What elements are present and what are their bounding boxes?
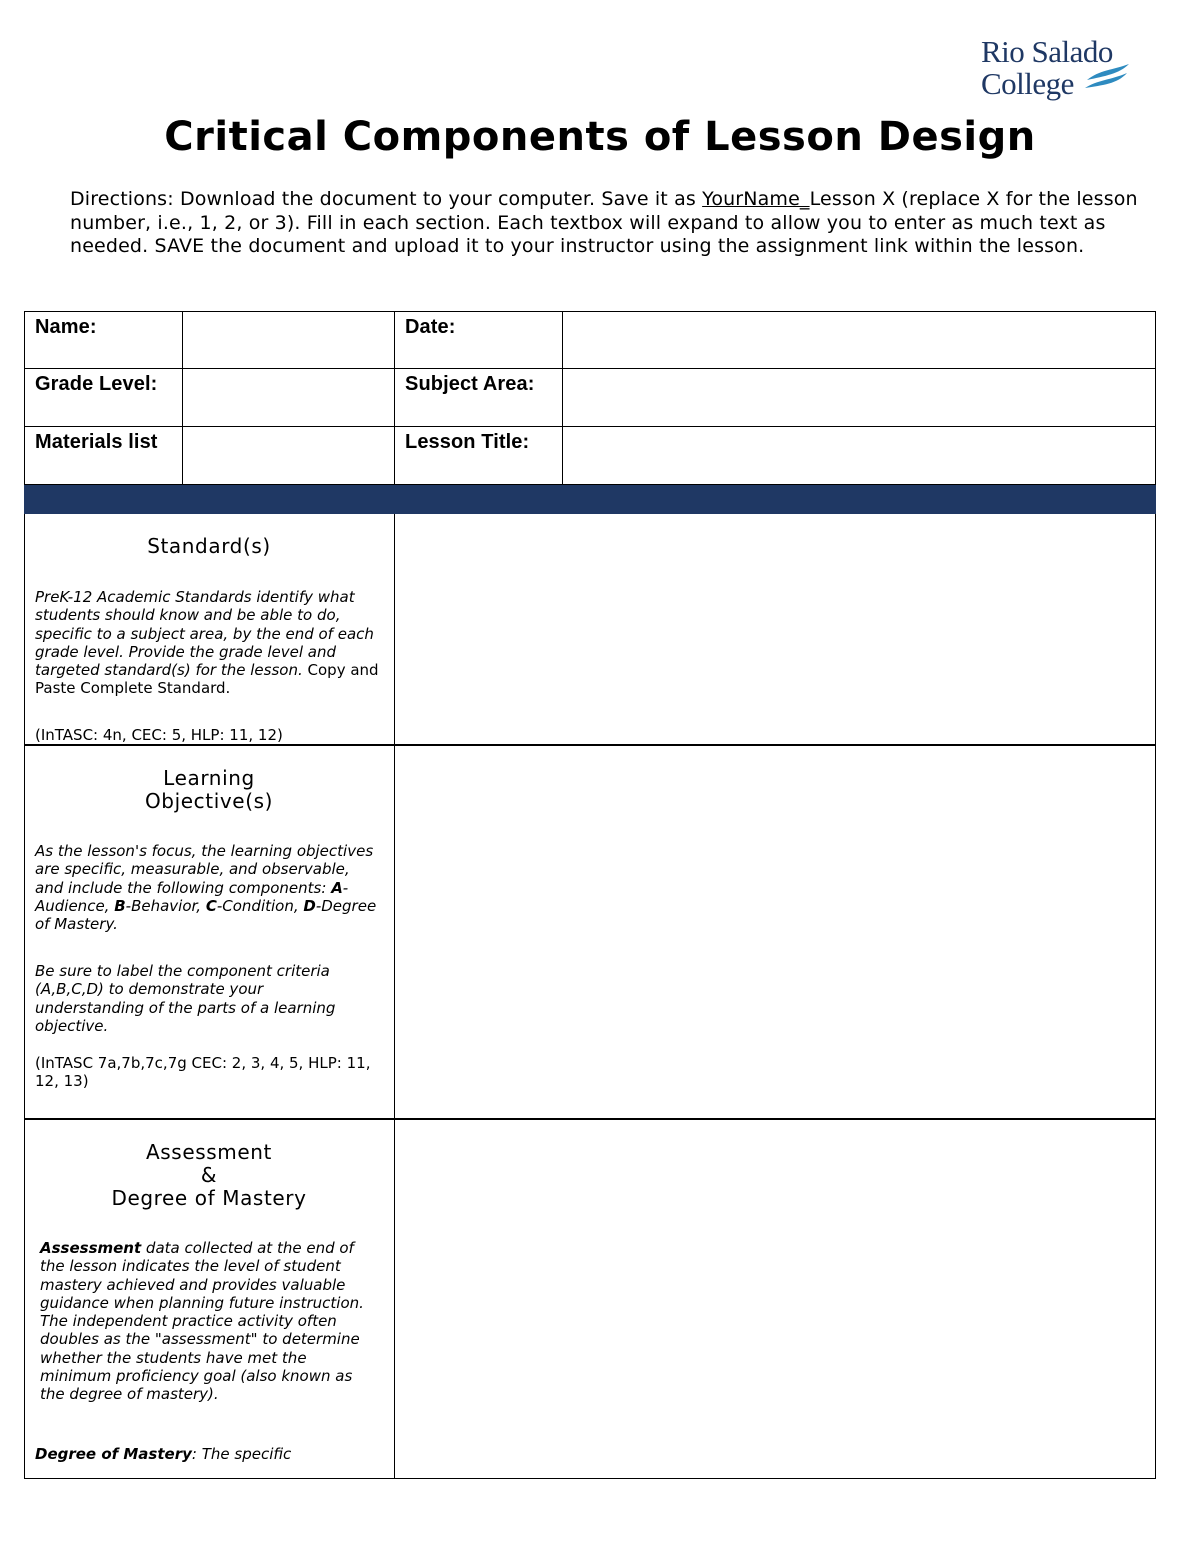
component-b: B bbox=[114, 896, 126, 915]
directions-filename: YourName_ bbox=[702, 188, 810, 210]
standards-response-field[interactable] bbox=[395, 514, 1155, 744]
name-label: Name: bbox=[35, 316, 97, 338]
subject-area-label: Subject Area: bbox=[405, 373, 535, 395]
standards-instruction: Copy and Paste Complete Standard. bbox=[35, 661, 379, 698]
objectives-label-note: Be sure to label the component criteria (A,B,C,D) to demonstrate your understanding of the parts of a learning objective. bbox=[35, 962, 336, 1035]
logo-line2: College bbox=[981, 66, 1074, 101]
mastery-description bbox=[35, 1445, 380, 1463]
standards-codes: (InTASC: 4n, CEC: 5, HLP: 11, 12) bbox=[35, 726, 283, 744]
grade-level-label: Grade Level: bbox=[35, 373, 158, 395]
name-field[interactable] bbox=[183, 312, 394, 368]
objectives-heading-line1: Learning bbox=[163, 766, 255, 790]
assessment-bold-term: Assessment bbox=[40, 1239, 142, 1257]
standards-heading: Standard(s) bbox=[147, 534, 271, 558]
objectives-heading bbox=[24, 767, 394, 813]
mastery-text: : The specific bbox=[191, 1445, 292, 1463]
date-field[interactable] bbox=[563, 312, 1155, 368]
date-label: Date: bbox=[405, 316, 456, 338]
assessment-response-field[interactable] bbox=[395, 1120, 1155, 1478]
component-a: A bbox=[331, 878, 343, 897]
objectives-description bbox=[35, 842, 380, 933]
directions-prefix: Directions: Download the document to your computer. Save it as bbox=[70, 188, 703, 210]
directions-suffix: Lesson X (replace X for the lesson number, i.e., 1, 2, or 3). Fill in each section. Each textbox will expand to allow you to enter as much text as needed. SAVE the document and upload it to your instructor using the assignment link within the lesson. bbox=[70, 188, 1138, 257]
component-d-text: -Degree of Mastery. bbox=[35, 896, 377, 934]
materials-list-field[interactable] bbox=[183, 427, 394, 484]
standards-description bbox=[35, 588, 380, 698]
logo-line1: Rio Salado bbox=[981, 34, 1113, 69]
assessment-heading-line3: Degree of Mastery bbox=[111, 1186, 307, 1210]
assessment-heading-line2: & bbox=[200, 1163, 218, 1187]
objectives-heading-line2: Objective(s) bbox=[144, 789, 274, 813]
assessment-heading-line1: Assessment bbox=[146, 1140, 272, 1164]
directions-text bbox=[70, 188, 1140, 259]
subject-area-field[interactable] bbox=[563, 369, 1155, 426]
component-c-text: -Condition, bbox=[216, 896, 304, 915]
component-b-text: -Behavior, bbox=[125, 896, 206, 915]
practice-text: The independent practice activity often doubles as the "assessment" to determine whether the students have met the minimum proficiency goal (also known as the degree of mastery). bbox=[40, 1312, 360, 1404]
component-d: D bbox=[303, 896, 316, 915]
objectives-desc-intro: As the lesson's focus, the learning objectives are specific, measurable, and observable, and include the following components: bbox=[35, 842, 374, 897]
mastery-bold-term: Degree of Mastery bbox=[35, 1445, 192, 1463]
assessment-text: data collected at the end of the lesson indicates the level of student mastery achieved and provides valuable guidance when planning future instruction. bbox=[40, 1239, 364, 1312]
assessment-heading bbox=[24, 1141, 394, 1210]
lesson-title-field[interactable] bbox=[563, 427, 1155, 484]
wave-icon bbox=[1083, 60, 1131, 94]
objectives-response-field[interactable] bbox=[395, 746, 1155, 1118]
component-c: C bbox=[205, 896, 217, 915]
materials-list-label: Materials list bbox=[35, 431, 158, 453]
grade-level-field[interactable] bbox=[183, 369, 394, 426]
standards-description-text: PreK-12 Academic Standards identify what students should know and be able to do, specific to a subject area, by the end of each grade level. Provide the grade level and targeted standard(s) for the lesson. bbox=[35, 588, 374, 680]
lesson-form-table bbox=[24, 311, 1156, 1479]
page-title: Critical Components of Lesson Design bbox=[164, 114, 1036, 160]
component-a-text: -Audience, bbox=[35, 878, 349, 915]
assessment-description bbox=[40, 1239, 380, 1404]
lesson-title-label: Lesson Title: bbox=[405, 431, 530, 453]
objectives-codes: (InTASC 7a,7b,7c,7g CEC: 2, 3, 4, 5, HLP: 11, 12, 13) bbox=[35, 1054, 371, 1091]
section-divider-bar bbox=[24, 485, 1156, 514]
college-logo bbox=[975, 36, 1145, 108]
